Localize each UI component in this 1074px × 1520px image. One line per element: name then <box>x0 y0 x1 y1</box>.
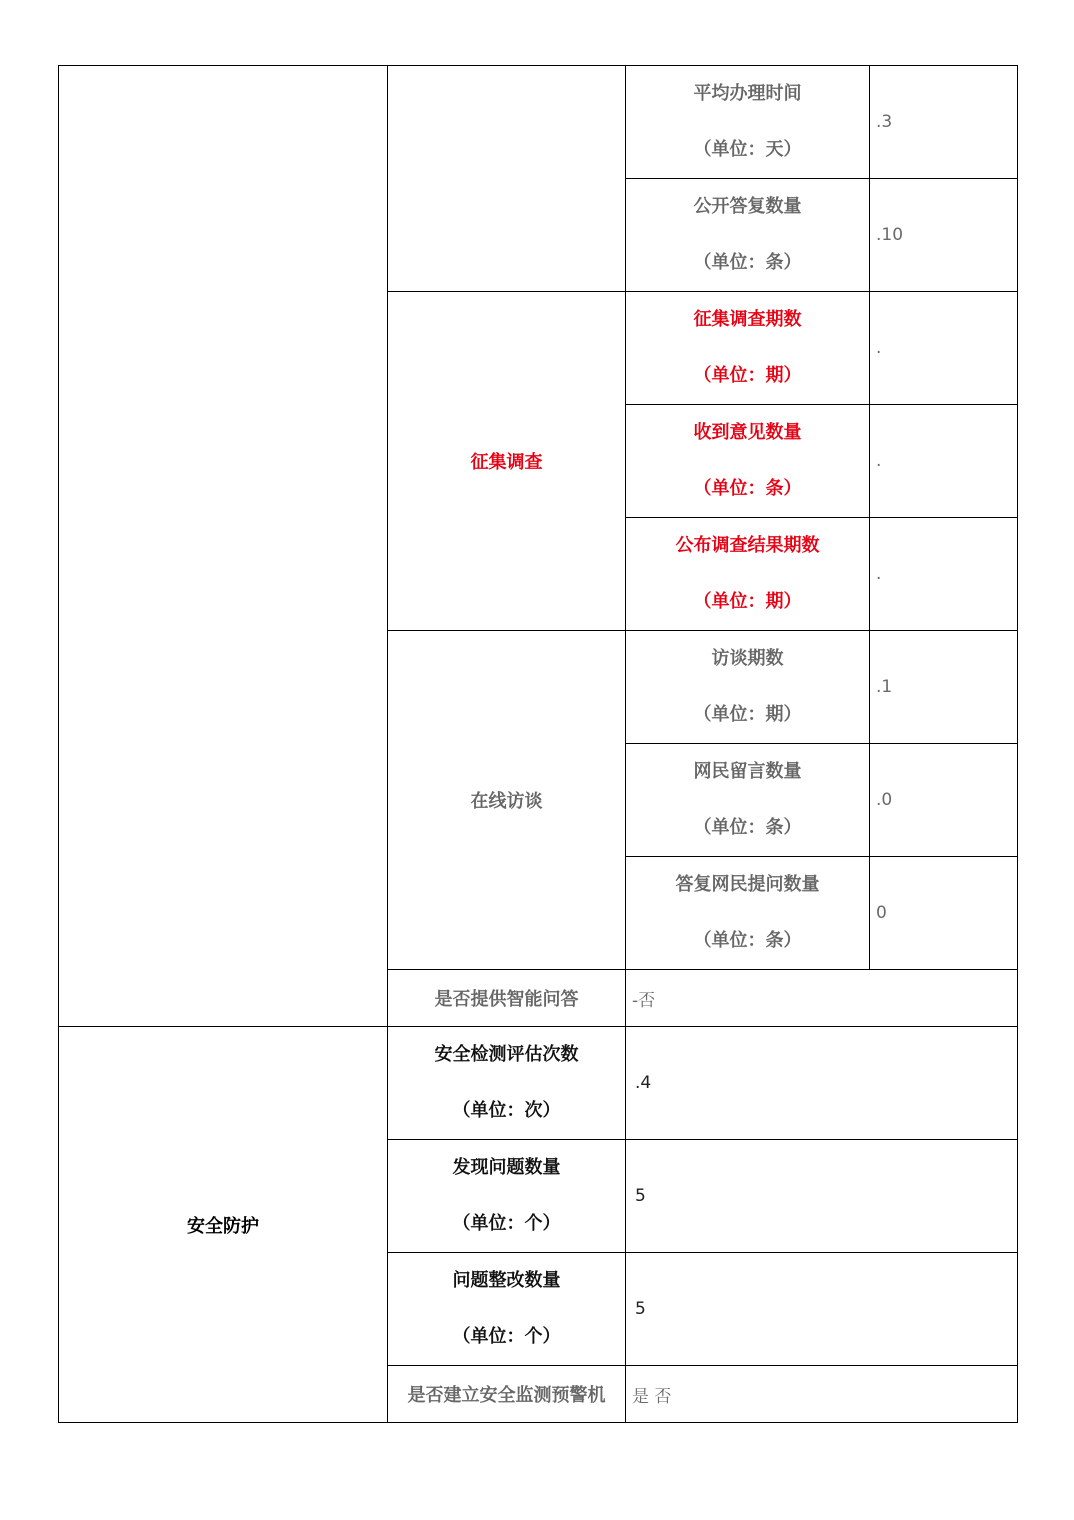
security-checks-label: 安全检测评估次数 （单位：次） <box>388 1027 626 1140</box>
security-checks-value: .4 <box>626 1027 1018 1140</box>
smart-qa-label: 是否提供智能问答 <box>388 970 626 1027</box>
warning-mechanism-label: 是否建立安全监测预警机 <box>388 1366 626 1423</box>
survey-group-label: 征集调查 <box>388 292 626 631</box>
warning-mechanism-value: 是 否 <box>626 1366 1018 1423</box>
survey-results-value: . <box>870 518 1018 631</box>
interview-answers-label: 答复网民提问数量 （单位：条） <box>626 857 870 970</box>
interview-group-label: 在线访谈 <box>388 631 626 970</box>
smart-qa-value: -否 <box>626 970 1018 1027</box>
survey-periods-value: . <box>870 292 1018 405</box>
problems-found-value: 5 <box>626 1140 1018 1253</box>
problems-fixed-value: 5 <box>626 1253 1018 1366</box>
public-reply-label: 公开答复数量 （单位：条） <box>626 179 870 292</box>
interview-periods-label: 访谈期数 （单位：期） <box>626 631 870 744</box>
interview-messages-label: 网民留言数量 （单位：条） <box>626 744 870 857</box>
interview-periods-value: .1 <box>870 631 1018 744</box>
public-reply-value: .10 <box>870 179 1018 292</box>
interview-messages-value: .0 <box>870 744 1018 857</box>
avg-time-label: 平均办理时间 （单位：天） <box>626 66 870 179</box>
problems-found-label: 发现问题数量 （单位：个） <box>388 1140 626 1253</box>
data-table <box>58 65 1018 1423</box>
survey-periods-label: 征集调查期数 （单位：期） <box>626 292 870 405</box>
survey-results-label: 公布调查结果期数 （单位：期） <box>626 518 870 631</box>
problems-fixed-label: 问题整改数量 （单位：个） <box>388 1253 626 1366</box>
avg-time-value: .3 <box>870 66 1018 179</box>
blank-section-cell <box>59 66 388 1027</box>
security-section-label: 安全防护 <box>59 1027 388 1423</box>
interview-answers-value: 0 <box>870 857 1018 970</box>
survey-opinions-value: . <box>870 405 1018 518</box>
survey-opinions-label: 收到意见数量 （单位：条） <box>626 405 870 518</box>
blank-group-cell <box>388 66 626 292</box>
